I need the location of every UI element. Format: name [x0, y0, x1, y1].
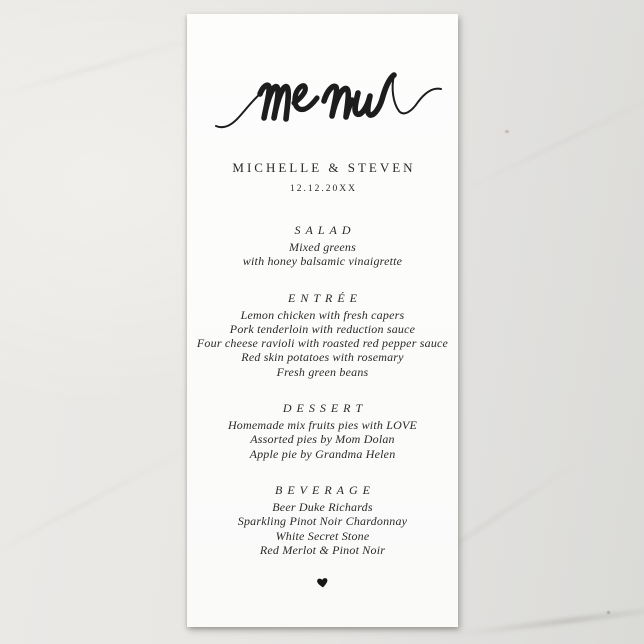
- menu-item: Four cheese ravioli with roasted red pepper sauce: [196, 336, 449, 351]
- marble-speck: [505, 130, 509, 133]
- menu-section-salad: [187, 223, 458, 269]
- menu-item: Beer Duke Richards: [272, 499, 373, 514]
- couple-names: MICHELLE & STEVEN: [232, 160, 416, 175]
- marble-vein: [452, 85, 644, 196]
- menu-item: Fresh green beans: [276, 364, 369, 379]
- section-heading: ENTRÉE: [288, 290, 362, 305]
- section-heading: BEVERAGE: [275, 482, 375, 497]
- section-heading: SALAD: [294, 223, 356, 237]
- marble-vein: [0, 32, 216, 104]
- menu-item: Red skin potatoes with rosemary: [241, 350, 404, 365]
- menu-script-title: [209, 58, 449, 153]
- heart-icon: [315, 576, 329, 589]
- menu-section-beverage: [187, 483, 458, 557]
- menu-item: Assorted pies by Mom Dolan: [250, 432, 395, 447]
- menu-item: Homemade mix fruits pies with LOVE: [227, 418, 418, 433]
- marble-vein: [456, 604, 644, 637]
- menu-item: Apple pie by Grandma Helen: [249, 446, 396, 461]
- menu-section-entree: [187, 291, 458, 379]
- menu-section-dessert: [187, 401, 458, 461]
- menu-item: with honey balsamic vinaigrette: [242, 254, 403, 269]
- menu-item: Sparkling Pinot Noir Chardonnay: [237, 514, 408, 529]
- menu-sections: [187, 223, 458, 579]
- marble-speck: [607, 611, 610, 614]
- footer-ornament: [187, 576, 458, 594]
- menu-item: Pork tenderloin with reduction sauce: [229, 321, 416, 336]
- menu-calligraphy-drawing: [209, 58, 449, 153]
- menu-item: Lemon chicken with fresh capers: [240, 307, 405, 322]
- menu-item: White Secret Stone: [275, 528, 370, 543]
- marble-vein: [0, 449, 187, 564]
- menu-item: Red Merlot & Pinot Noir: [259, 542, 386, 557]
- section-heading: DESSERT: [282, 401, 368, 416]
- menu-item: Mixed greens: [289, 240, 356, 254]
- event-date: 12.12.20XX: [290, 184, 357, 194]
- menu-card: [187, 14, 458, 627]
